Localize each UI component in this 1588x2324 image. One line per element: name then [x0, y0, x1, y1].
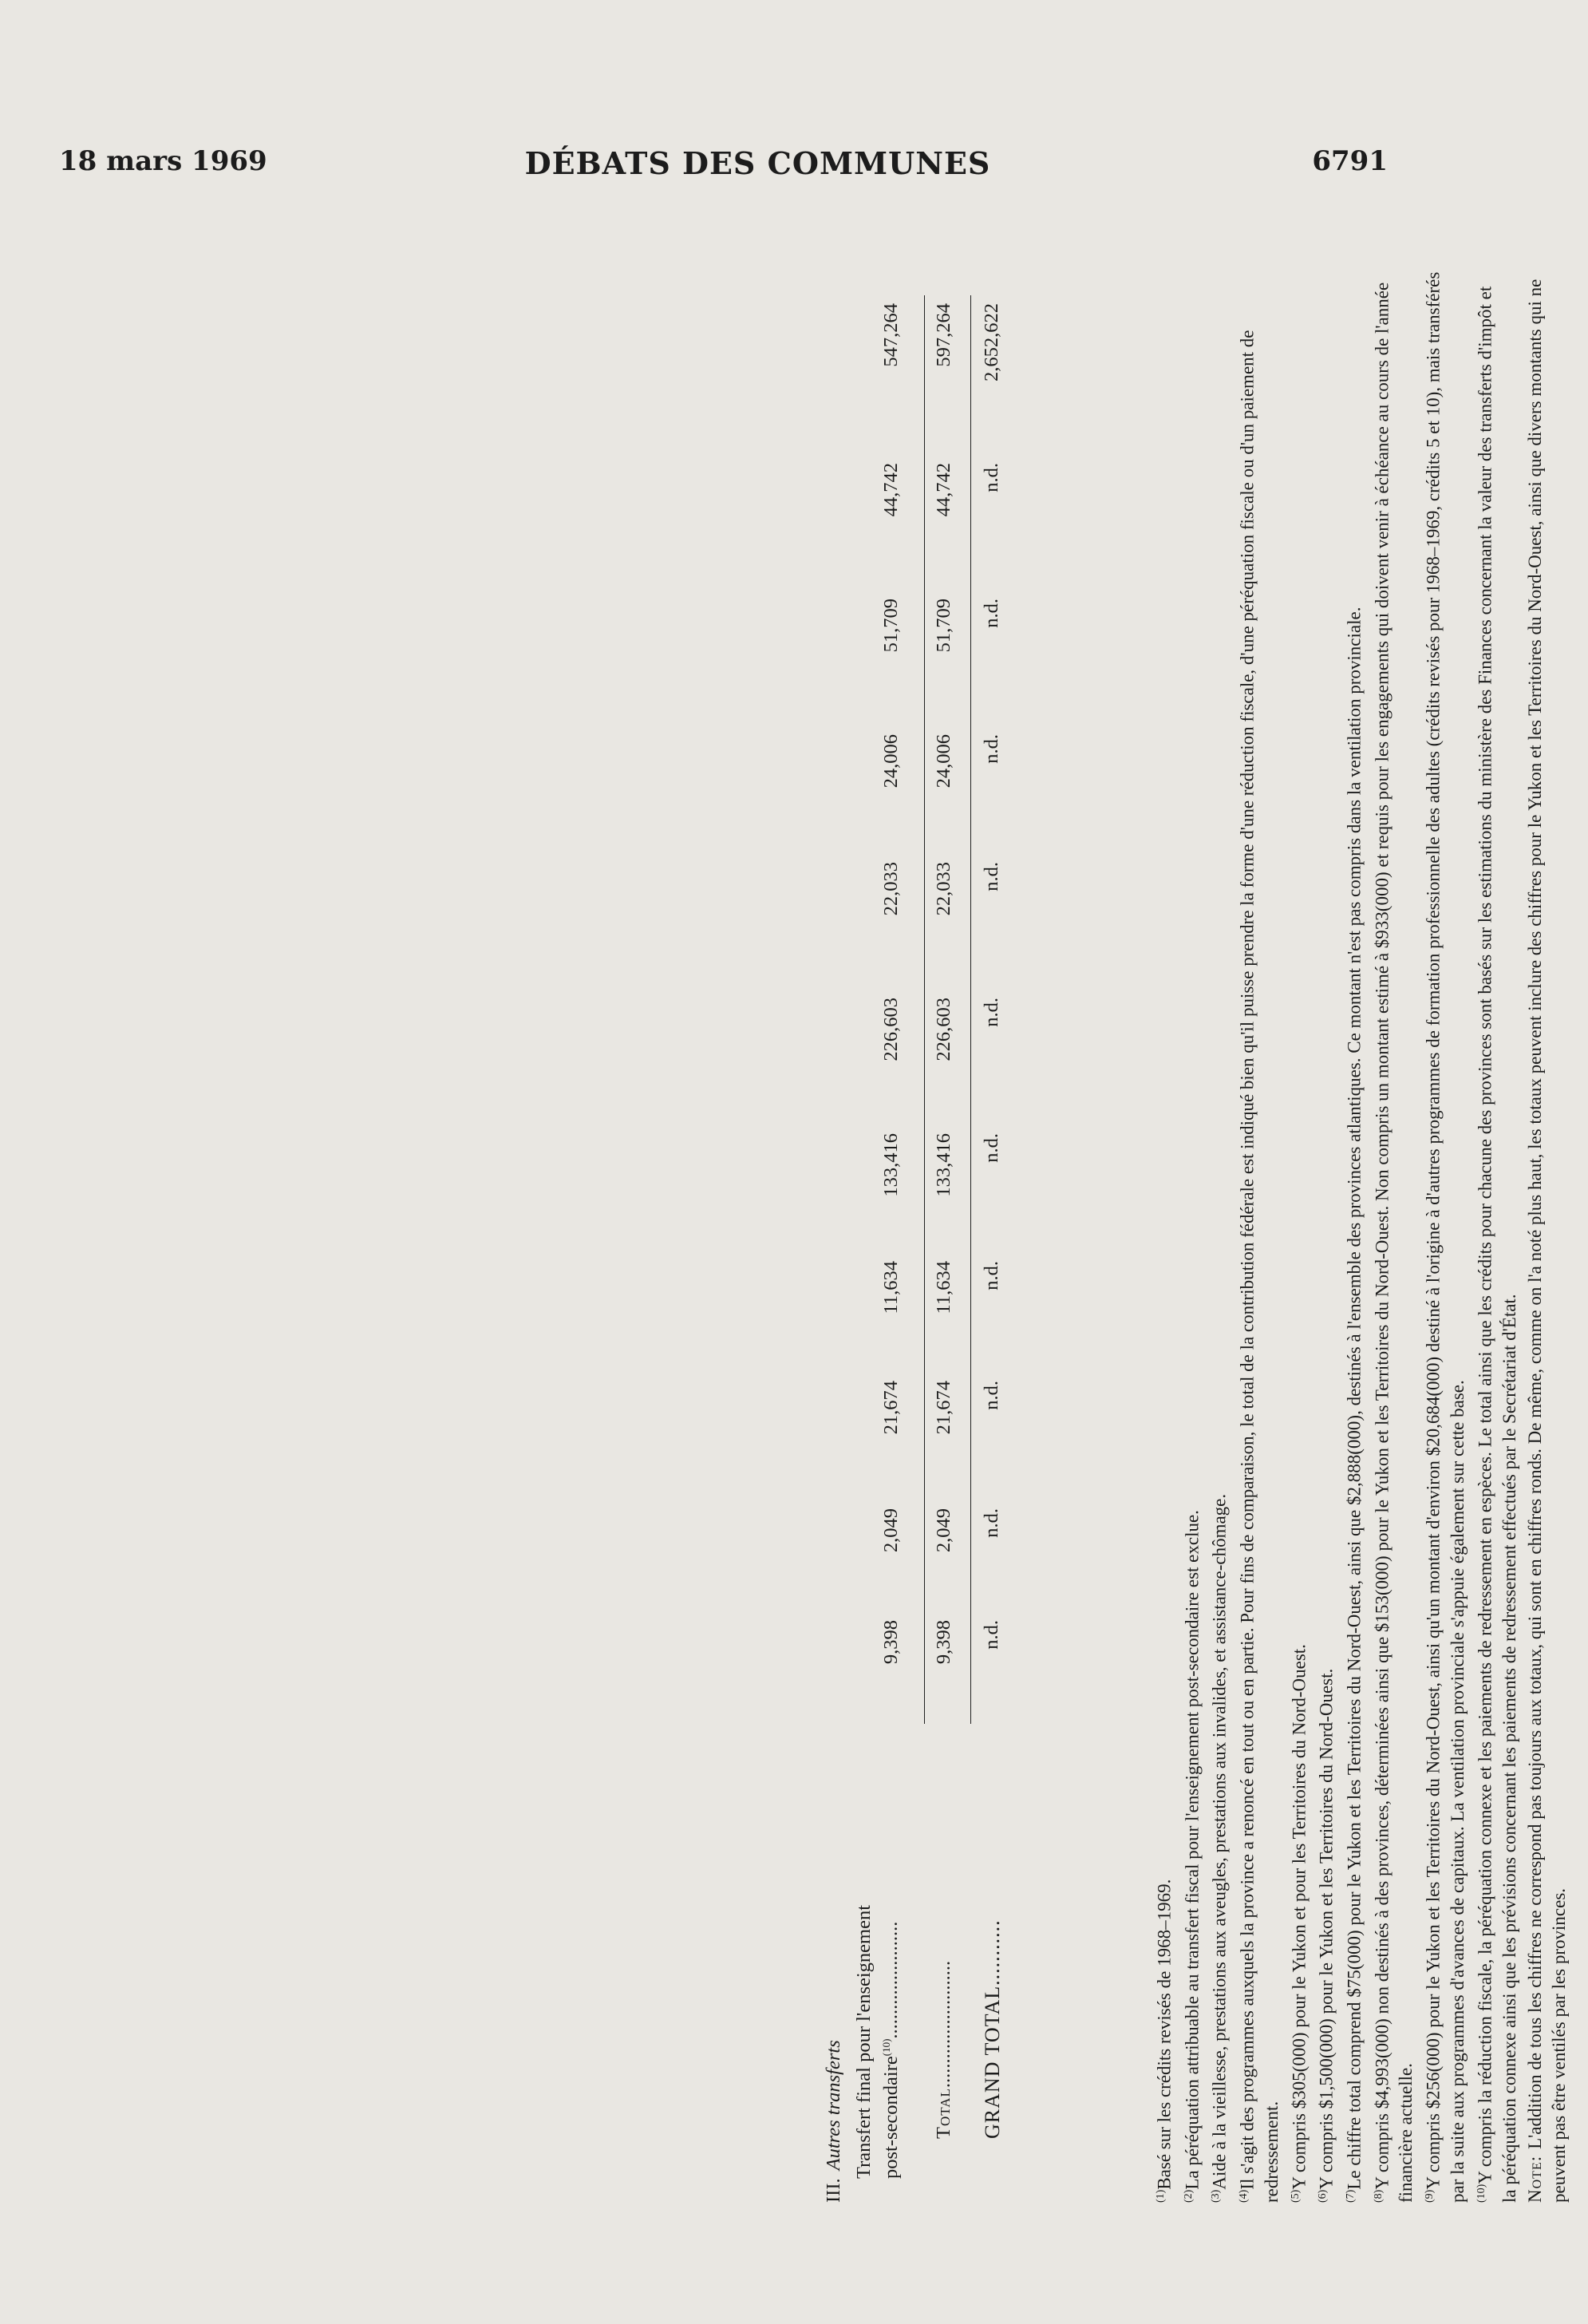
- cell: 44,742: [933, 463, 954, 517]
- cell: 11,634: [933, 1261, 954, 1314]
- section-title: Autres transferts: [823, 2040, 844, 2171]
- footnote: $^{(1)}$Basé sur les crédits revisés de 1968–1969.: [1154, 1879, 1175, 2203]
- page-header: [0, 142, 1515, 198]
- footnote: $^{(3)}$Aide à la vieillesse, prestations aux aveugles, prestations aux invalides, et assistance-chômage.: [1209, 1493, 1230, 2203]
- rotated-table-page: [822, 192, 1588, 2203]
- header-title: DÉBATS DES COMMUNES: [524, 145, 991, 181]
- table-row: [852, 192, 879, 2203]
- cell: 51,709: [880, 599, 902, 653]
- footnote: $^{(8)}$Y compris $4,993(000) non destinés à des provinces, déterminées ainsi que $153(000) pour le Yukon et les Territoires du Nord-Ouest. Non compris un montant estimé à $933(000) et requis pour les engagements qui doivent venir à échéance au cours de l'année financière actuelle.: [1372, 282, 1416, 2203]
- cell: 44,742: [880, 463, 902, 517]
- cell: 226,603: [880, 998, 902, 1061]
- cell: 226,603: [933, 998, 954, 1061]
- footnote-note: Note:L'addition de tous les chiffres ne correspond pas toujours aux totaux, qui sont en chiffres ronds. De même, comme on l'a noté plus haut, les totaux peuvent inclure des chiffres pour le Yukon et les Territoires du Nord-Ouest, ainsi que divers montants qui ne peuvent pas être ventilés par les provinces.: [1524, 279, 1569, 2203]
- table-row-grand-total: [966, 192, 1013, 2203]
- cell: 2,652,622: [981, 303, 1002, 381]
- footnote: $^{(4)}$Il s'agit des programmes auxquels la province a renoncé en tout ou en partie. Pour fins de comparaison, le total de la contribution fédérale est indiqué bien qu'il puisse prendre la forme d'une réduction fiscale, d'une péréquation fiscale ou d'un paiement de redressement.: [1237, 330, 1282, 2203]
- cell: n.d.: [981, 998, 1002, 1027]
- cell: 9,398: [880, 1620, 902, 1665]
- cell: n.d.: [981, 862, 1002, 891]
- footnote: $^{(7)}$Le chiffre total comprend $75(000) pour le Yukon et les Territoires du Nord-Ouest, ainsi que $2,888(000), destinés à l'ensemble des provinces atlantiques. Ce montant n'est pas compris dans la ventilation provinciale.: [1344, 607, 1365, 2203]
- table-row-total: [921, 192, 966, 2203]
- cell: n.d.: [981, 463, 1002, 492]
- cell: n.d.: [981, 1261, 1002, 1290]
- cell: 24,006: [880, 734, 902, 788]
- cell: 11,634: [880, 1261, 902, 1314]
- footnote: $^{(5)}$Y compris $305(000) pour le Yukon et pour les Territoires du Nord-Ouest.: [1289, 1644, 1310, 2203]
- footnote: $^{(6)}$Y compris $1,500(000) pour le Yukon et les Territoires du Nord-Ouest.: [1316, 1668, 1337, 2203]
- header-page-number: 6791: [1312, 145, 1388, 177]
- cell: n.d.: [981, 1381, 1002, 1410]
- cell: 51,709: [933, 599, 954, 653]
- cell: 2,049: [933, 1508, 954, 1553]
- row-label: Total..........................: [933, 1960, 954, 2139]
- section-title-row: [822, 192, 852, 2203]
- cell: n.d.: [981, 599, 1002, 628]
- cell: n.d.: [981, 1133, 1002, 1163]
- cell: 24,006: [933, 734, 954, 788]
- footnote: $^{(10)}$Y compris la réduction fiscale, la péréquation connexe et les paiements de redressement en espèces. Le total ainsi que les crédits pour chacune des provinces sont basés sur les estimations du ministère des Finances concernant la valeur des transferts d'impôt et la péréquation connexe ainsi que les prévisions concernant les paiements de redressement effectués par le Secrétariat d'État.: [1475, 286, 1519, 2203]
- cell: 2,049: [880, 1508, 902, 1553]
- cell: n.d.: [981, 734, 1002, 764]
- row-label-cont: post-secondaire$^{(10)}$........................: [879, 1921, 902, 2179]
- row-label: Transfert final pour l'enseignement: [853, 1904, 875, 2179]
- transfer-table: [822, 192, 1013, 2203]
- cell: 22,033: [880, 862, 902, 916]
- table-row-transfert: [879, 192, 921, 2203]
- cell: 21,674: [880, 1381, 902, 1435]
- cell: n.d.: [981, 1620, 1002, 1650]
- cell: 133,416: [880, 1133, 902, 1197]
- row-label: GRAND TOTAL...........: [981, 1919, 1004, 2139]
- cell: 133,416: [933, 1133, 954, 1197]
- header-date: 18 mars 1969: [59, 145, 267, 177]
- cell: 9,398: [933, 1620, 954, 1665]
- footnote: $^{(2)}$La péréquation attribuable au transfert fiscal pour l'enseignement post-secondaire est exclue.: [1182, 1510, 1203, 2203]
- section-roman: III.: [823, 2178, 844, 2203]
- cell: 22,033: [933, 862, 954, 916]
- cell: 597,264: [933, 303, 954, 367]
- cell: 21,674: [933, 1381, 954, 1435]
- footnotes: [1149, 271, 1571, 2203]
- footnote: $^{(9)}$Y compris $256(000) pour le Yukon et les Territoires du Nord-Ouest, ainsi qu'un montant d'environ $20,684(000) destiné à l'origine à d'autres programmes de formation professionnelle des adultes (crédits revisés pour 1968–1969, crédits 5 et 10), mais transférés par la suite aux programmes d'avances de capitaux. La ventilation provinciale s'appuie également sur cette base.: [1423, 271, 1468, 2203]
- cell: n.d.: [981, 1508, 1002, 1538]
- cell: 547,264: [880, 303, 902, 367]
